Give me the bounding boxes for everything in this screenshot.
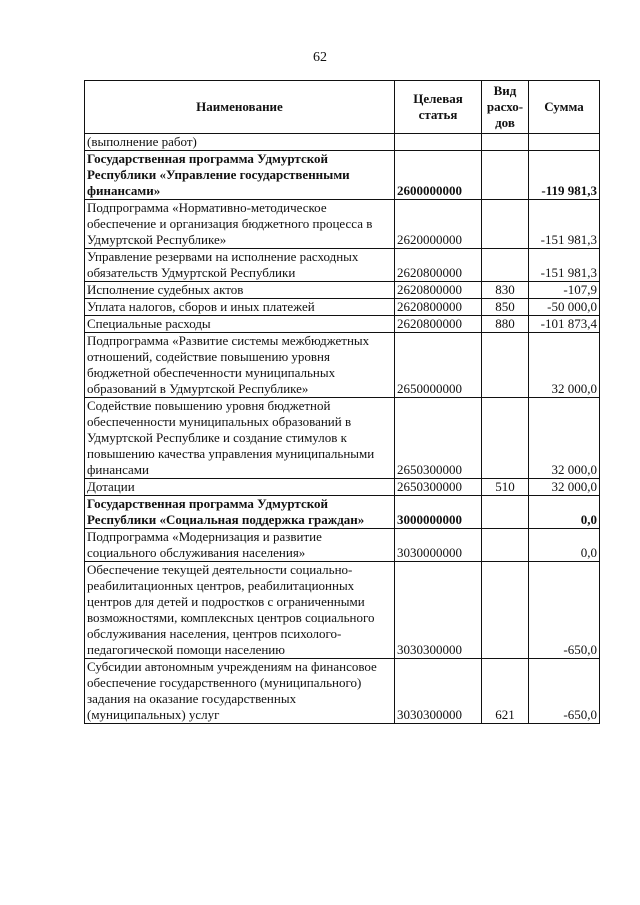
row-sum-cell: -101 873,4 — [529, 316, 600, 333]
row-sum-cell: -650,0 — [529, 562, 600, 659]
budget-table — [84, 80, 600, 724]
row-name-cell: Уплата налогов, сборов и иных платежей — [85, 299, 395, 316]
row-expense-type-cell — [482, 562, 529, 659]
row-sum-cell: 32 000,0 — [529, 333, 600, 398]
row-name-cell: Дотации — [85, 479, 395, 496]
row-target-article-cell: 2620800000 — [395, 282, 482, 299]
table-row — [85, 134, 600, 151]
row-sum-cell: 0,0 — [529, 496, 600, 529]
row-target-article-cell: 3030300000 — [395, 659, 482, 724]
row-name-cell: Подпрограмма «Модернизация и развитие социального обслуживания населения» — [85, 529, 395, 562]
row-name-cell: Обеспечение текущей деятельности социально-реабилитационных центров, реабилитационных центров для детей и подростков с ограниченными возможностями, комплексных центров социального обслуживания населения, центров психолого-педагогической помощи населению — [85, 562, 395, 659]
row-target-article-cell: 2600000000 — [395, 151, 482, 200]
row-expense-type-cell — [482, 151, 529, 200]
row-name-cell: Государственная программа Удмуртской Республики «Управление государственными финансами» — [85, 151, 395, 200]
table-row — [85, 151, 600, 200]
row-expense-type-cell — [482, 134, 529, 151]
row-name-cell: Содействие повышению уровня бюджетной обеспеченности муниципальных образований в Удмуртской Республике и создание стимулов к повышению качества управления муниципальными финансами — [85, 398, 395, 479]
row-sum-cell: -650,0 — [529, 659, 600, 724]
row-name-cell: Субсидии автономным учреждениям на финансовое обеспечение государственного (муниципального) задания на оказание государственных (муниципальных) услуг — [85, 659, 395, 724]
row-expense-type-cell: 880 — [482, 316, 529, 333]
header-name: Наименование — [85, 81, 395, 134]
table-row — [85, 496, 600, 529]
row-expense-type-cell: 621 — [482, 659, 529, 724]
row-target-article-cell — [395, 134, 482, 151]
row-expense-type-cell — [482, 529, 529, 562]
row-sum-cell: -151 981,3 — [529, 249, 600, 282]
row-sum-cell: -119 981,3 — [529, 151, 600, 200]
row-expense-type-cell — [482, 249, 529, 282]
row-name-cell: Исполнение судебных актов — [85, 282, 395, 299]
row-name-cell: (выполнение работ) — [85, 134, 395, 151]
header-expense-type: Вид расхо-дов — [482, 81, 529, 134]
row-sum-cell: 0,0 — [529, 529, 600, 562]
table-row — [85, 333, 600, 398]
row-sum-cell — [529, 134, 600, 151]
row-name-cell: Подпрограмма «Развитие системы межбюджетных отношений, содействие повышению уровня бюджетной обеспеченности муниципальных образований в Удмуртской Республике» — [85, 333, 395, 398]
row-name-cell: Государственная программа Удмуртской Республики «Социальная поддержка граждан» — [85, 496, 395, 529]
row-expense-type-cell — [482, 496, 529, 529]
row-expense-type-cell: 850 — [482, 299, 529, 316]
row-target-article-cell: 2650300000 — [395, 398, 482, 479]
row-target-article-cell: 2620800000 — [395, 249, 482, 282]
row-target-article-cell: 3000000000 — [395, 496, 482, 529]
table-row — [85, 249, 600, 282]
table-row — [85, 479, 600, 496]
row-expense-type-cell — [482, 398, 529, 479]
table-row — [85, 200, 600, 249]
header-target-article: Целевая статья — [395, 81, 482, 134]
row-target-article-cell: 2620000000 — [395, 200, 482, 249]
table-row — [85, 529, 600, 562]
row-sum-cell: -151 981,3 — [529, 200, 600, 249]
page-number: 62 — [313, 50, 327, 65]
table-header-row — [85, 81, 600, 134]
row-expense-type-cell — [482, 333, 529, 398]
row-target-article-cell: 3030300000 — [395, 562, 482, 659]
row-sum-cell: -107,9 — [529, 282, 600, 299]
row-sum-cell: -50 000,0 — [529, 299, 600, 316]
table-row — [85, 398, 600, 479]
table-row — [85, 299, 600, 316]
row-sum-cell: 32 000,0 — [529, 398, 600, 479]
row-target-article-cell: 2650000000 — [395, 333, 482, 398]
row-sum-cell: 32 000,0 — [529, 479, 600, 496]
table-row — [85, 562, 600, 659]
row-expense-type-cell: 510 — [482, 479, 529, 496]
row-name-cell: Подпрограмма «Нормативно-методическое обеспечение и организация бюджетного процесса в Удмуртской Республике» — [85, 200, 395, 249]
row-expense-type-cell — [482, 200, 529, 249]
row-target-article-cell: 2620800000 — [395, 299, 482, 316]
row-target-article-cell: 3030000000 — [395, 529, 482, 562]
table-row — [85, 282, 600, 299]
row-name-cell: Управление резервами на исполнение расходных обязательств Удмуртской Республики — [85, 249, 395, 282]
row-expense-type-cell: 830 — [482, 282, 529, 299]
table-row — [85, 659, 600, 724]
row-target-article-cell: 2650300000 — [395, 479, 482, 496]
header-sum: Сумма — [529, 81, 600, 134]
row-name-cell: Специальные расходы — [85, 316, 395, 333]
table-row — [85, 316, 600, 333]
row-target-article-cell: 2620800000 — [395, 316, 482, 333]
